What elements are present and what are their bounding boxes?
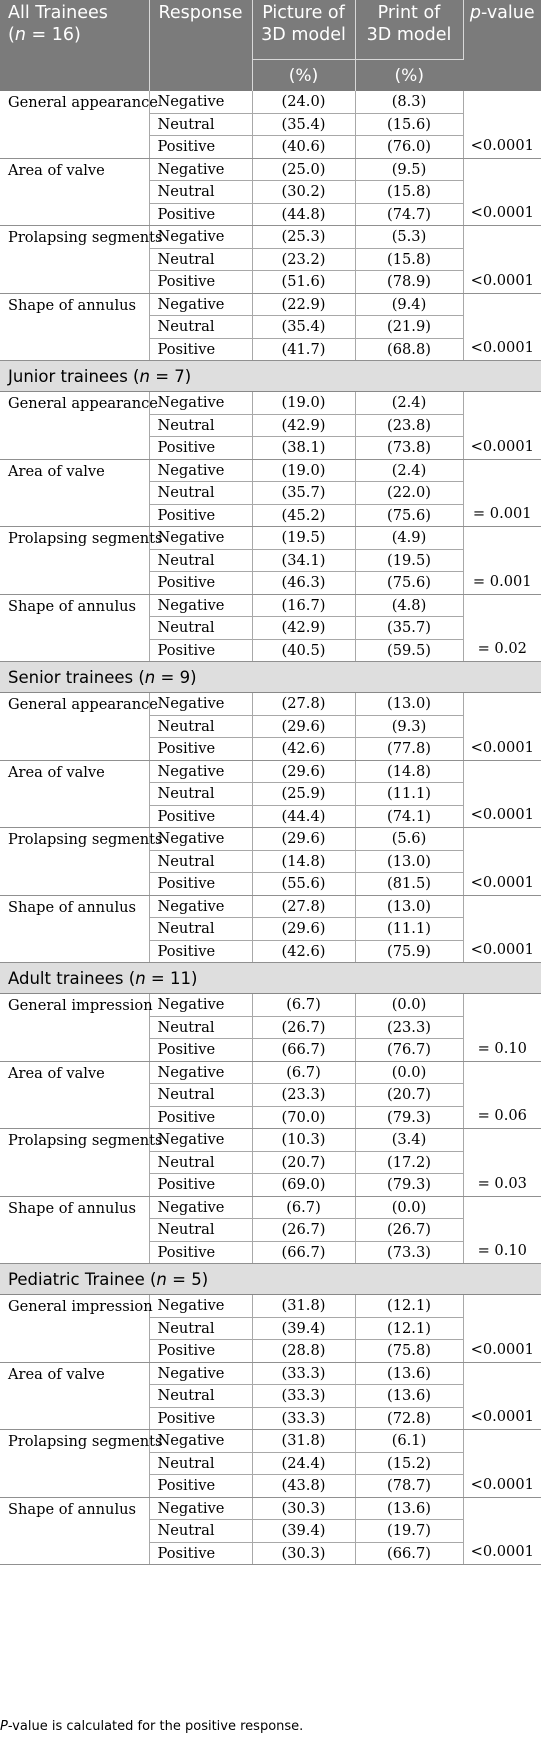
response-cell: Neutral — [149, 715, 252, 738]
item-label: General appearance — [0, 392, 149, 460]
picture-value: (42.6) — [252, 940, 355, 963]
item-label: General impression — [0, 1295, 149, 1363]
footnote-p: P — [0, 1719, 8, 1734]
print-value: (12.1) — [355, 1295, 463, 1318]
table-row — [0, 1362, 541, 1385]
response-cell: Positive — [149, 136, 252, 159]
response-cell: Positive — [149, 1241, 252, 1264]
section-title — [0, 361, 541, 392]
response-cell: Negative — [149, 1129, 252, 1152]
print-value: (59.5) — [355, 639, 463, 662]
response-cell: Positive — [149, 1340, 252, 1363]
picture-value: (34.1) — [252, 549, 355, 572]
print-value: (13.0) — [355, 693, 463, 716]
picture-value: (40.5) — [252, 639, 355, 662]
response-cell: Neutral — [149, 1151, 252, 1174]
picture-value: (42.9) — [252, 617, 355, 640]
picture-value: (46.3) — [252, 572, 355, 595]
table-row — [0, 1061, 541, 1084]
header-print-line1: Print of — [377, 3, 441, 23]
print-value: (8.3) — [355, 91, 463, 113]
response-cell: Positive — [149, 504, 252, 527]
item-label: Prolapsing segments — [0, 828, 149, 896]
picture-value: (39.4) — [252, 1317, 355, 1340]
picture-value: (33.3) — [252, 1362, 355, 1385]
table-row — [0, 293, 541, 316]
picture-value: (16.7) — [252, 594, 355, 617]
picture-value: (42.6) — [252, 738, 355, 761]
pvalue-cell: <0.0001 — [463, 1430, 541, 1498]
response-cell: Negative — [149, 527, 252, 550]
print-value: (19.5) — [355, 549, 463, 572]
print-value: (17.2) — [355, 1151, 463, 1174]
response-cell: Negative — [149, 1430, 252, 1453]
print-value: (5.6) — [355, 828, 463, 851]
print-value: (14.8) — [355, 760, 463, 783]
section-title-n: n — [139, 366, 150, 386]
picture-value: (55.6) — [252, 873, 355, 896]
picture-value: (30.2) — [252, 181, 355, 204]
response-cell: Neutral — [149, 1385, 252, 1408]
picture-value: (6.7) — [252, 1196, 355, 1219]
table-row — [0, 994, 541, 1017]
print-value: (4.9) — [355, 527, 463, 550]
pvalue-cell: = 0.10 — [463, 994, 541, 1062]
pvalue-cell: <0.0001 — [463, 91, 541, 158]
response-cell: Negative — [149, 91, 252, 113]
picture-value: (30.3) — [252, 1497, 355, 1520]
header-picture-unit: (%) — [252, 60, 355, 92]
print-value: (13.0) — [355, 850, 463, 873]
header-response — [149, 0, 252, 91]
table-row — [0, 158, 541, 181]
picture-value: (23.3) — [252, 1084, 355, 1107]
picture-value: (51.6) — [252, 271, 355, 294]
response-cell: Neutral — [149, 1084, 252, 1107]
response-cell: Negative — [149, 293, 252, 316]
response-cell: Negative — [149, 594, 252, 617]
header-picture-line1: Picture of — [262, 3, 345, 23]
table-row — [0, 693, 541, 716]
print-value: (74.1) — [355, 805, 463, 828]
item-label: Shape of annulus — [0, 895, 149, 963]
response-cell: Positive — [149, 1542, 252, 1565]
picture-value: (35.4) — [252, 316, 355, 339]
response-cell: Positive — [149, 203, 252, 226]
picture-value: (40.6) — [252, 136, 355, 159]
pvalue-cell: = 0.03 — [463, 1129, 541, 1197]
response-cell: Positive — [149, 1106, 252, 1129]
picture-value: (23.2) — [252, 248, 355, 271]
footnote — [0, 1719, 303, 1734]
header-picture-line2: 3D model — [261, 25, 346, 45]
response-cell: Negative — [149, 1196, 252, 1219]
table-row — [0, 828, 541, 851]
header-pvalue-rest: -value — [480, 3, 535, 23]
response-cell: Positive — [149, 1407, 252, 1430]
table-row — [0, 760, 541, 783]
print-value: (5.3) — [355, 226, 463, 249]
response-cell: Positive — [149, 1174, 252, 1197]
pvalue-cell: <0.0001 — [463, 895, 541, 963]
response-cell: Positive — [149, 805, 252, 828]
picture-value: (19.5) — [252, 527, 355, 550]
picture-value: (44.4) — [252, 805, 355, 828]
print-value: (13.0) — [355, 895, 463, 918]
picture-value: (10.3) — [252, 1129, 355, 1152]
pvalue-cell: = 0.06 — [463, 1061, 541, 1129]
picture-value: (6.7) — [252, 1061, 355, 1084]
response-cell: Neutral — [149, 316, 252, 339]
response-cell: Positive — [149, 738, 252, 761]
picture-value: (66.7) — [252, 1241, 355, 1264]
print-value: (75.8) — [355, 1340, 463, 1363]
response-cell: Positive — [149, 1039, 252, 1062]
pvalue-cell: <0.0001 — [463, 1295, 541, 1363]
response-cell: Positive — [149, 1475, 252, 1498]
response-cell: Neutral — [149, 113, 252, 136]
item-label: Prolapsing segments — [0, 1430, 149, 1498]
header-trainees-n-rest: = 16) — [25, 25, 81, 45]
picture-value: (28.8) — [252, 1340, 355, 1363]
print-value: (12.1) — [355, 1317, 463, 1340]
picture-value: (39.4) — [252, 1520, 355, 1543]
section-title-text: Junior trainees ( — [8, 366, 140, 386]
print-value: (13.6) — [355, 1497, 463, 1520]
picture-value: (27.8) — [252, 895, 355, 918]
pvalue-cell: = 0.001 — [463, 527, 541, 595]
response-cell: Positive — [149, 639, 252, 662]
footnote-text: -value is calculated for the positive response. — [7, 1719, 304, 1734]
item-label: Prolapsing segments — [0, 226, 149, 294]
print-value: (22.0) — [355, 482, 463, 505]
section-row — [0, 361, 541, 392]
header-picture — [252, 0, 355, 60]
section-row — [0, 1264, 541, 1295]
section-title-text: Senior trainees ( — [8, 667, 145, 687]
print-value: (23.8) — [355, 414, 463, 437]
header-print-line2: 3D model — [366, 25, 452, 45]
print-value: (79.3) — [355, 1174, 463, 1197]
print-value: (78.9) — [355, 271, 463, 294]
picture-value: (35.7) — [252, 482, 355, 505]
picture-value: (41.7) — [252, 338, 355, 361]
picture-value: (66.7) — [252, 1039, 355, 1062]
item-label: Area of valve — [0, 1362, 149, 1430]
print-value: (73.8) — [355, 437, 463, 460]
table-row — [0, 895, 541, 918]
picture-value: (6.7) — [252, 994, 355, 1017]
response-cell: Neutral — [149, 783, 252, 806]
print-value: (2.4) — [355, 392, 463, 415]
picture-value: (44.8) — [252, 203, 355, 226]
print-value: (21.9) — [355, 316, 463, 339]
print-value: (6.1) — [355, 1430, 463, 1453]
print-value: (20.7) — [355, 1084, 463, 1107]
picture-value: (45.2) — [252, 504, 355, 527]
item-label: Area of valve — [0, 158, 149, 226]
print-value: (15.8) — [355, 181, 463, 204]
picture-value: (42.9) — [252, 414, 355, 437]
item-label: Area of valve — [0, 1061, 149, 1129]
item-label: Shape of annulus — [0, 1497, 149, 1565]
response-cell: Neutral — [149, 850, 252, 873]
picture-value: (29.6) — [252, 828, 355, 851]
section-title-n: n — [135, 968, 146, 988]
print-value: (0.0) — [355, 1196, 463, 1219]
header-pvalue — [463, 0, 541, 91]
header-trainees-n-var: n — [14, 25, 26, 45]
response-cell: Neutral — [149, 248, 252, 271]
picture-value: (19.0) — [252, 392, 355, 415]
table-row — [0, 91, 541, 113]
response-cell: Neutral — [149, 482, 252, 505]
table-body — [0, 91, 541, 1565]
item-label: Shape of annulus — [0, 1196, 149, 1264]
item-label: Area of valve — [0, 459, 149, 527]
header-trainees-n-prefix: ( — [8, 25, 15, 45]
section-title — [0, 963, 541, 994]
picture-value: (25.0) — [252, 158, 355, 181]
section-title-text: Adult trainees ( — [8, 968, 136, 988]
picture-value: (14.8) — [252, 850, 355, 873]
section-title-close: = 9) — [155, 667, 197, 687]
picture-value: (25.9) — [252, 783, 355, 806]
pvalue-cell: <0.0001 — [463, 226, 541, 294]
print-value: (75.6) — [355, 504, 463, 527]
section-title-close: = 11) — [145, 968, 198, 988]
pvalue-cell: <0.0001 — [463, 693, 541, 761]
picture-value: (33.3) — [252, 1385, 355, 1408]
picture-value: (35.4) — [252, 113, 355, 136]
print-value: (9.5) — [355, 158, 463, 181]
table-row — [0, 594, 541, 617]
picture-value: (29.6) — [252, 918, 355, 941]
response-cell: Negative — [149, 1295, 252, 1318]
table-row — [0, 527, 541, 550]
picture-value: (26.7) — [252, 1016, 355, 1039]
picture-value: (38.1) — [252, 437, 355, 460]
pvalue-cell: <0.0001 — [463, 158, 541, 226]
print-value: (19.7) — [355, 1520, 463, 1543]
response-cell: Negative — [149, 226, 252, 249]
item-label: Prolapsing segments — [0, 527, 149, 595]
header-print — [355, 0, 463, 60]
item-label: Shape of annulus — [0, 594, 149, 662]
response-cell: Positive — [149, 873, 252, 896]
section-title-n: n — [156, 1269, 167, 1289]
response-cell: Negative — [149, 828, 252, 851]
print-value: (2.4) — [355, 459, 463, 482]
header-trainees-line1: All Trainees — [8, 3, 108, 23]
response-cell: Positive — [149, 940, 252, 963]
picture-value: (24.4) — [252, 1452, 355, 1475]
print-value: (13.6) — [355, 1385, 463, 1408]
table-row — [0, 1129, 541, 1152]
print-value: (23.3) — [355, 1016, 463, 1039]
table-row — [0, 1295, 541, 1318]
item-label: Prolapsing segments — [0, 1129, 149, 1197]
print-value: (75.9) — [355, 940, 463, 963]
header-print-unit: (%) — [355, 60, 463, 92]
table-row — [0, 1430, 541, 1453]
header-pvalue-p: p — [469, 3, 481, 23]
item-label: General appearance — [0, 91, 149, 158]
section-title — [0, 1264, 541, 1295]
print-value: (75.6) — [355, 572, 463, 595]
print-value: (78.7) — [355, 1475, 463, 1498]
response-cell: Positive — [149, 271, 252, 294]
picture-value: (31.8) — [252, 1430, 355, 1453]
print-value: (73.3) — [355, 1241, 463, 1264]
response-cell: Neutral — [149, 617, 252, 640]
pvalue-cell: = 0.10 — [463, 1196, 541, 1264]
table-row — [0, 226, 541, 249]
picture-value: (69.0) — [252, 1174, 355, 1197]
item-label: General impression — [0, 994, 149, 1062]
pvalue-cell: = 0.001 — [463, 459, 541, 527]
print-value: (11.1) — [355, 918, 463, 941]
response-cell: Neutral — [149, 1520, 252, 1543]
response-cell: Neutral — [149, 414, 252, 437]
picture-value: (22.9) — [252, 293, 355, 316]
response-cell: Positive — [149, 338, 252, 361]
response-cell: Negative — [149, 1061, 252, 1084]
print-value: (26.7) — [355, 1219, 463, 1242]
item-label: Shape of annulus — [0, 293, 149, 361]
picture-value: (29.6) — [252, 760, 355, 783]
section-row — [0, 963, 541, 994]
response-cell: Negative — [149, 693, 252, 716]
table-row — [0, 1196, 541, 1219]
picture-value: (25.3) — [252, 226, 355, 249]
response-cell: Negative — [149, 994, 252, 1017]
picture-value: (33.3) — [252, 1407, 355, 1430]
response-cell: Negative — [149, 392, 252, 415]
item-label: General appearance — [0, 693, 149, 761]
print-value: (11.1) — [355, 783, 463, 806]
response-cell: Negative — [149, 1362, 252, 1385]
section-title-close: = 5) — [166, 1269, 209, 1289]
response-cell: Neutral — [149, 1219, 252, 1242]
print-value: (76.7) — [355, 1039, 463, 1062]
response-cell: Neutral — [149, 918, 252, 941]
header-trainees — [0, 0, 149, 91]
picture-value: (43.8) — [252, 1475, 355, 1498]
print-value: (74.7) — [355, 203, 463, 226]
print-value: (77.8) — [355, 738, 463, 761]
print-value: (68.8) — [355, 338, 463, 361]
table-row — [0, 459, 541, 482]
table-row — [0, 1497, 541, 1520]
picture-value: (26.7) — [252, 1219, 355, 1242]
print-value: (35.7) — [355, 617, 463, 640]
table-row — [0, 392, 541, 415]
print-value: (66.7) — [355, 1542, 463, 1565]
picture-value: (19.0) — [252, 459, 355, 482]
pvalue-cell: <0.0001 — [463, 828, 541, 896]
response-cell: Neutral — [149, 1452, 252, 1475]
print-value: (0.0) — [355, 1061, 463, 1084]
response-cell: Negative — [149, 1497, 252, 1520]
section-row — [0, 662, 541, 693]
print-value: (15.8) — [355, 248, 463, 271]
header-response-label: Response — [158, 3, 243, 23]
section-title-close: = 7) — [149, 366, 192, 386]
response-cell: Positive — [149, 572, 252, 595]
print-value: (9.3) — [355, 715, 463, 738]
response-cell: Neutral — [149, 1016, 252, 1039]
pvalue-cell: <0.0001 — [463, 1362, 541, 1430]
section-title-n: n — [144, 667, 156, 687]
print-value: (81.5) — [355, 873, 463, 896]
print-value: (4.8) — [355, 594, 463, 617]
picture-value: (20.7) — [252, 1151, 355, 1174]
response-cell: Positive — [149, 437, 252, 460]
response-cell: Neutral — [149, 549, 252, 572]
picture-value: (24.0) — [252, 91, 355, 113]
pvalue-cell: <0.0001 — [463, 760, 541, 828]
table-header — [0, 0, 541, 91]
picture-value: (70.0) — [252, 1106, 355, 1129]
picture-value: (30.3) — [252, 1542, 355, 1565]
response-cell: Negative — [149, 760, 252, 783]
picture-value: (27.8) — [252, 693, 355, 716]
print-value: (79.3) — [355, 1106, 463, 1129]
response-cell: Neutral — [149, 1317, 252, 1340]
response-cell: Negative — [149, 158, 252, 181]
print-value: (9.4) — [355, 293, 463, 316]
print-value: (15.2) — [355, 1452, 463, 1475]
item-label: Area of valve — [0, 760, 149, 828]
picture-value: (29.6) — [252, 715, 355, 738]
response-cell: Negative — [149, 895, 252, 918]
print-value: (0.0) — [355, 994, 463, 1017]
pvalue-cell: <0.0001 — [463, 293, 541, 361]
pvalue-cell: <0.0001 — [463, 1497, 541, 1565]
print-value: (3.4) — [355, 1129, 463, 1152]
response-cell: Negative — [149, 459, 252, 482]
print-value: (15.6) — [355, 113, 463, 136]
section-title-text: Pediatric Trainee ( — [8, 1269, 157, 1289]
response-cell: Neutral — [149, 181, 252, 204]
pvalue-cell: = 0.02 — [463, 594, 541, 662]
picture-value: (31.8) — [252, 1295, 355, 1318]
print-value: (72.8) — [355, 1407, 463, 1430]
print-value: (76.0) — [355, 136, 463, 159]
pvalue-cell: <0.0001 — [463, 392, 541, 460]
section-title — [0, 662, 541, 693]
print-value: (13.6) — [355, 1362, 463, 1385]
